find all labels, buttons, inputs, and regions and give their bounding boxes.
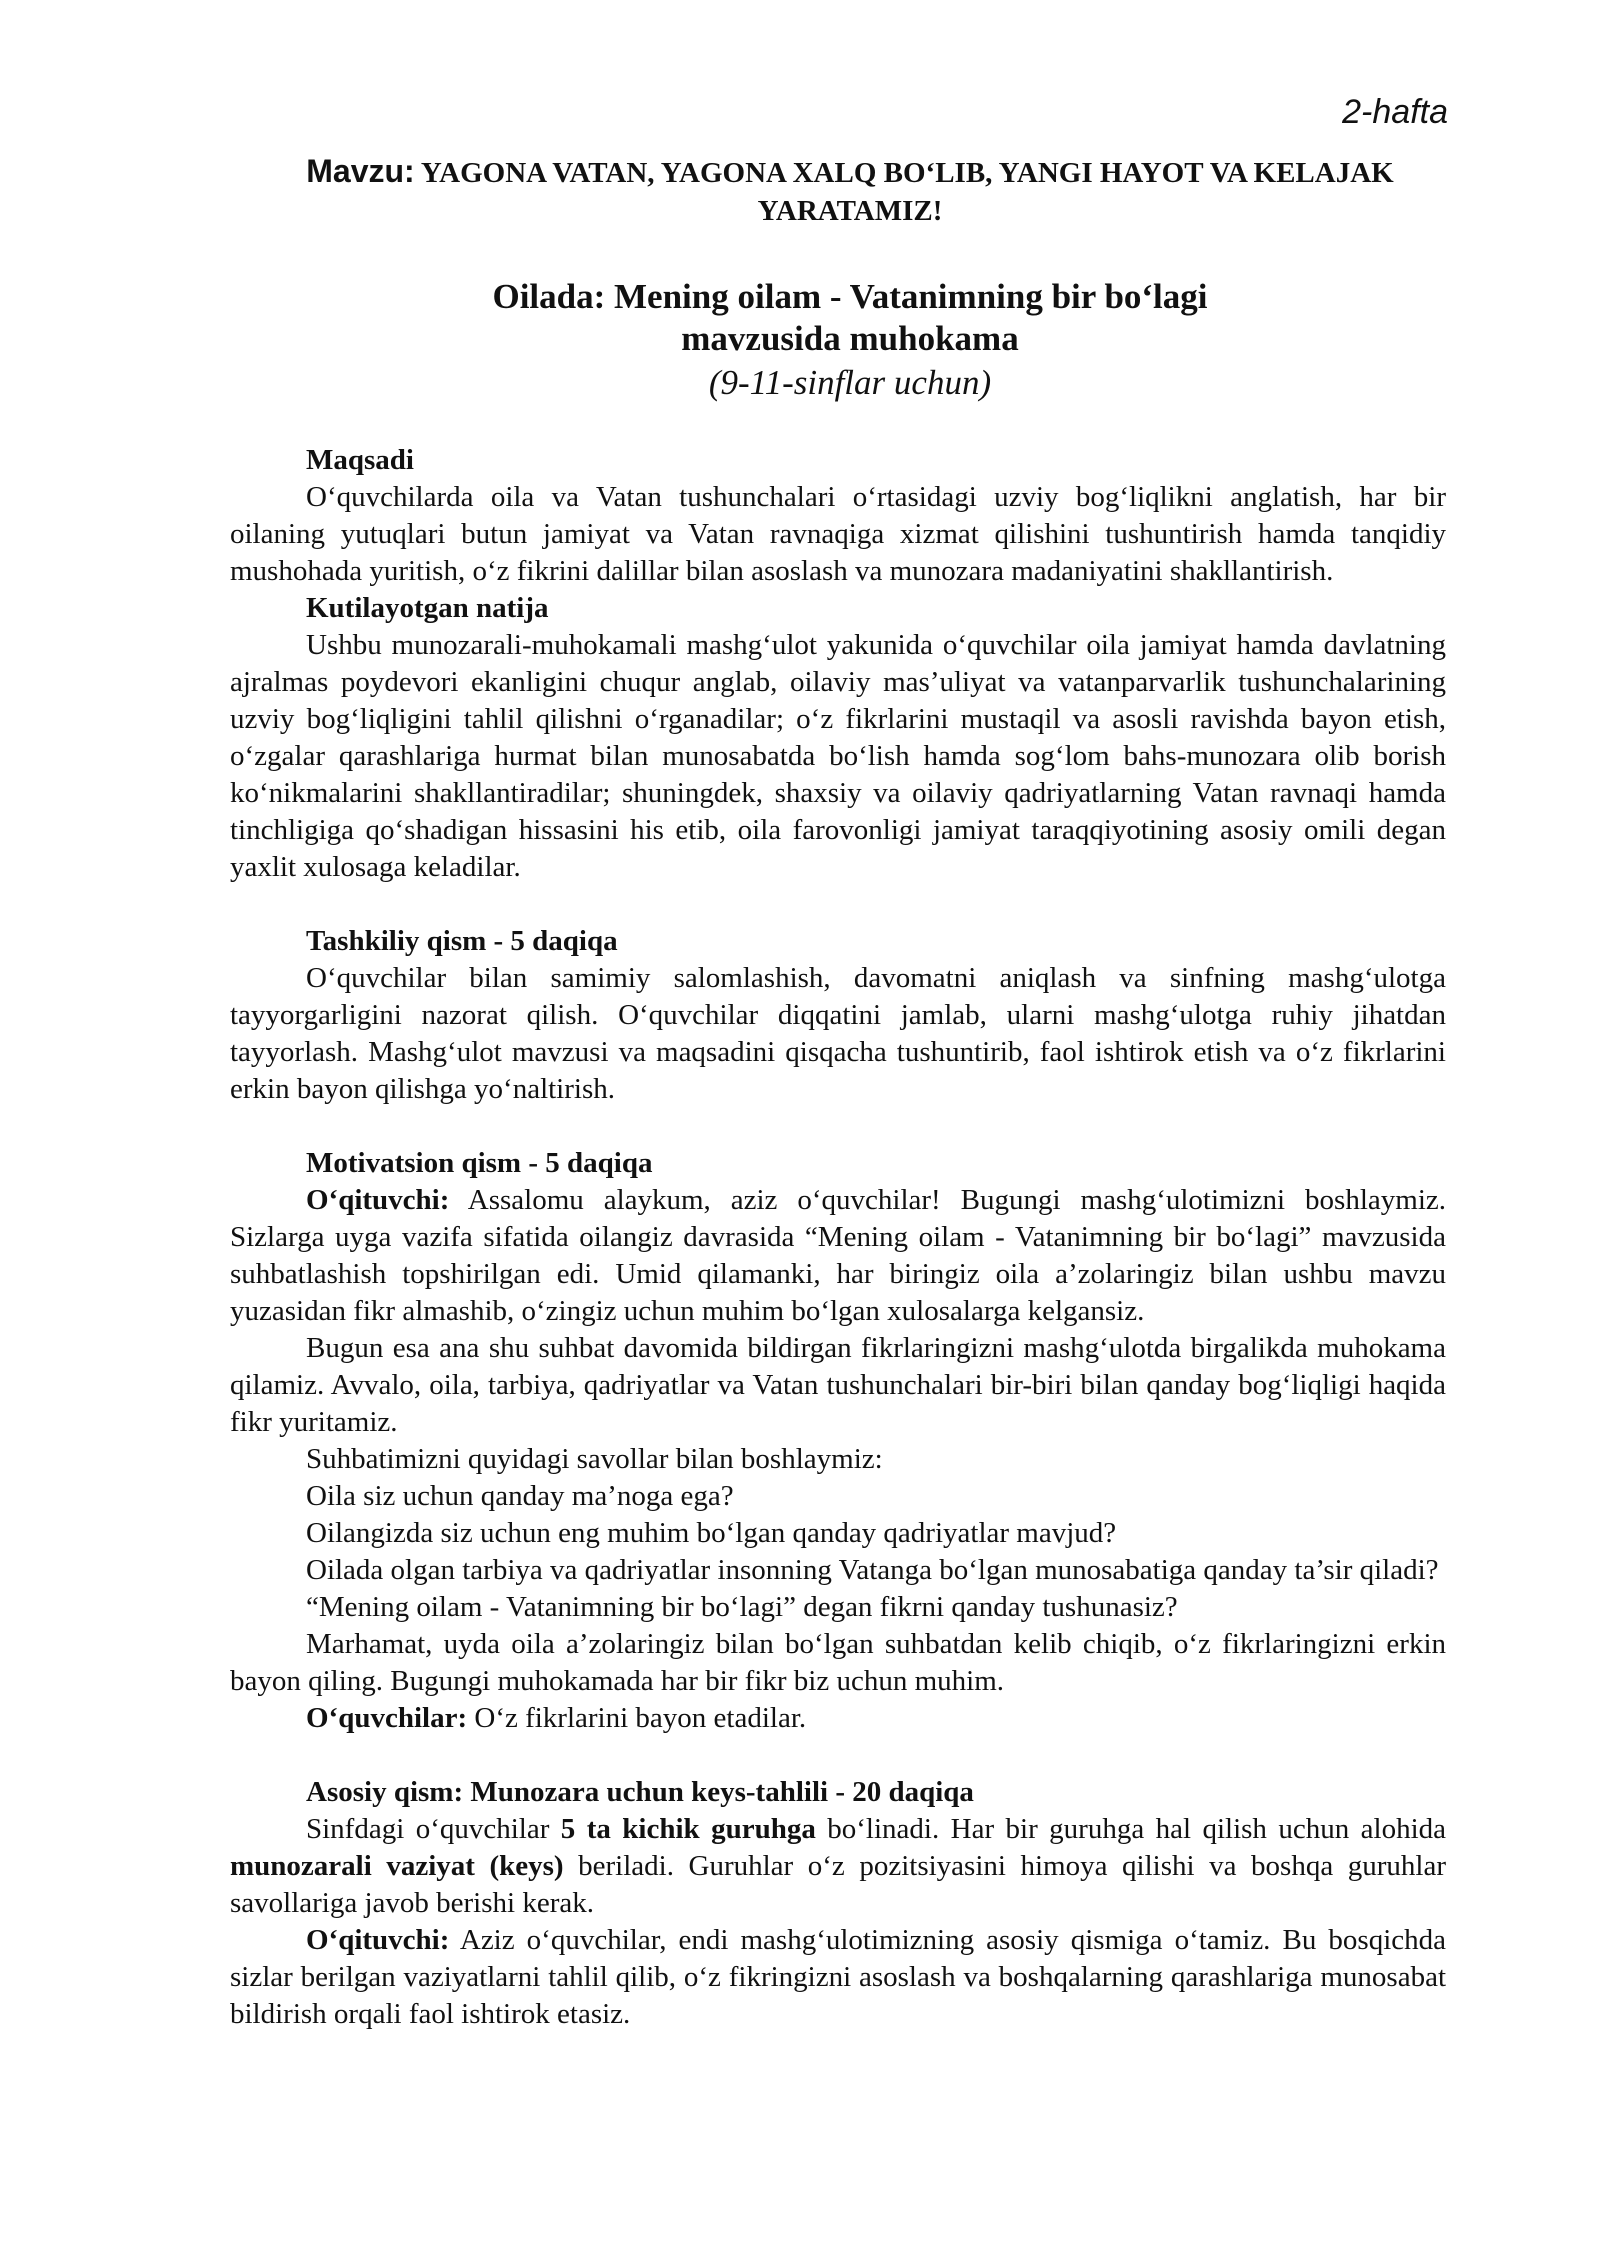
case-bold: munozarali vaziyat (keys): [230, 1850, 564, 1882]
expected-heading: Kutilayotgan natija: [306, 592, 549, 624]
document-title: [230, 276, 1470, 360]
goal-heading: Maqsadi: [306, 444, 414, 476]
title-line2: mavzusida muhokama: [681, 319, 1019, 358]
title-line1: Oilada: Mening oilam - Vatanimning bir bo‘lagi: [492, 277, 1208, 316]
organizational-heading: Tashkiliy qism - 5 daqiqa: [306, 925, 618, 957]
questions-intro: Suhbatimizni quyidagi savollar bilan boshlaymiz:: [306, 1443, 883, 1475]
main-paragraph-1: [230, 1811, 1446, 1922]
document-body: [230, 442, 1446, 2033]
teacher-label: O‘qituvchi:: [306, 1184, 450, 1216]
expected-text: Ushbu munozarali-muhokamali mashg‘ulot yakunida o‘quvchilar oila jamiyat hamda davlatning ajralmas poydevori ekanligini chuqur anglab, oilaviy mas’uliyat va vatanparvarlik tushunchalarining uzviy bog‘liqligini tahlil qilishni o‘rganadilar; o‘z fikrlarini mustaqil va asosli ravishda bayon etish, o‘zgalar qarashlariga hurmat bilan munosabatda bo‘lish hamda sog‘lom bahs-munozara olib borish ko‘nikmalarini shakllantiradilar; shuningdek, shaxsiy va oilaviy qadriyatlarning Vatan ravnaqi hamda tinchligiga qo‘shadigan hissasini his etib, oila farovonligi jamiyat taraqqiyotining asosiy omili degan yaxlit xulosaga keladilar.: [230, 629, 1446, 883]
students-response: [230, 1700, 1446, 1737]
groups-count-bold: 5 ta kichik guruhga: [560, 1813, 816, 1845]
question-4: “Mening oilam - Vatanimning bir bo‘lagi” degan fikrni qanday tushunasiz?: [306, 1591, 1178, 1623]
topic-label: Mavzu:: [306, 153, 415, 189]
students-text: O‘z fikrlarini bayon etadilar.: [467, 1702, 807, 1734]
question-2: Oilangizda siz uchun eng muhim bo‘lgan qanday qadriyatlar mavjud?: [306, 1517, 1117, 1549]
organizational-text: O‘quvchilar bilan samimiy salomlashish, davomatni aniqlash va sinfning mashg‘ulotga tayyorgarligini nazorat qilish. O‘quvchilar diqqatini jamlab, ularni mashg‘ulotga ruhiy jihatdan tayyorlash. Mashg‘ulot mavzusi va maqsadini qisqacha tushuntirib, faol ishtirok etish va o‘z fikrlarini erkin bayon qilishga yo‘naltirish.: [230, 962, 1446, 1105]
question-1: Oila siz uchun qanday ma’noga ega?: [306, 1480, 734, 1512]
motivation-heading: Motivatsion qism - 5 daqiqa: [306, 1147, 653, 1179]
main-teacher-text: Aziz o‘quvchilar, endi mashg‘ulotimizning asosiy qismiga o‘tamiz. Bu bosqichda sizlar berilgan vaziyatlarni tahlil qilib, o‘z fikringizni asoslash va boshqalarning qarashlariga munosabat bildirish orqali faol ishtirok etasiz.: [230, 1924, 1446, 2030]
motivation-paragraph-2: Bugun esa ana shu suhbat davomida bildirgan fikrlaringizni mashg‘ulotda birgalikda muhokama qilamiz. Avvalo, oila, tarbiya, qadriyatlar va Vatan tushunchalari bir-biri bilan qanday bog‘liqligi haqida fikr yuritamiz.: [230, 1332, 1446, 1438]
motivation-teacher-paragraph: [230, 1182, 1446, 1330]
question-3: Oilada olgan tarbiya va qadriyatlar insonning Vatanga bo‘lgan munosabatiga qanday ta’sir qiladi?: [306, 1554, 1439, 1586]
main-p1-e: beriladi. Guruhlar o‘z pozitsiyasini himoya qilishi va boshqa guruhlar savollariga javob berishi kerak.: [230, 1850, 1446, 1919]
main-p1-a: Sinfdagi o‘quvchilar: [306, 1813, 561, 1845]
topic-text-line1: YAGONA VATAN, YAGONA XALQ BO‘LIB, YANGI HAYOT VA KELAJAK: [420, 157, 1394, 189]
main-teacher-paragraph: [230, 1922, 1446, 2033]
audience-subtitle: (9-11-sinflar uchun): [708, 363, 992, 402]
students-label: O‘quvchilar:: [306, 1702, 468, 1734]
motivation-closing: Marhamat, uyda oila a’zolaringiz bilan bo‘lgan suhbatdan kelib chiqib, o‘z fikrlaringizni erkin bayon qiling. Bugungi muhokamada har bir fikr biz uchun muhim.: [230, 1628, 1446, 1697]
main-p1-c: bo‘linadi. Har bir guruhga hal qilish uchun alohida: [815, 1813, 1447, 1845]
main-heading: Asosiy qism: Munozara uchun keys-tahlili - 20 daqiqa: [306, 1776, 974, 1808]
teacher-text: Assalomu alaykum, aziz o‘quvchilar! Bugungi mashg‘ulotimizni boshlaymiz. Sizlarga uyga vazifa sifatida oilangiz davrasida “Mening oilam - Vatanimning bir bo‘lagi” mavzusida suhbatlashish topshirilgan edi. Umid qilamanki, har biringiz oila a’zolaringiz bilan ushbu mavzu yuzasidan fikr almashib, o‘zingiz uchun muhim bo‘lgan xulosalarga kelgansiz.: [230, 1184, 1446, 1327]
topic-text-line2: YARATAMIZ!: [757, 195, 943, 227]
goal-text: O‘quvchilarda oila va Vatan tushunchalari o‘rtasidagi uzviy bog‘liqlikni anglatish, har bir oilaning yutuqlari butun jamiyat va Vatan ravnaqiga xizmat qilishini tushuntirish hamda tanqidiy mushohada yuritish, o‘z fikrini dalillar bilan asoslash va munozara madaniyatini shakllantirish.: [230, 481, 1446, 587]
main-teacher-label: O‘qituvchi:: [306, 1924, 450, 1956]
week-label: 2-hafta: [1342, 93, 1448, 131]
topic-heading: [230, 152, 1470, 230]
